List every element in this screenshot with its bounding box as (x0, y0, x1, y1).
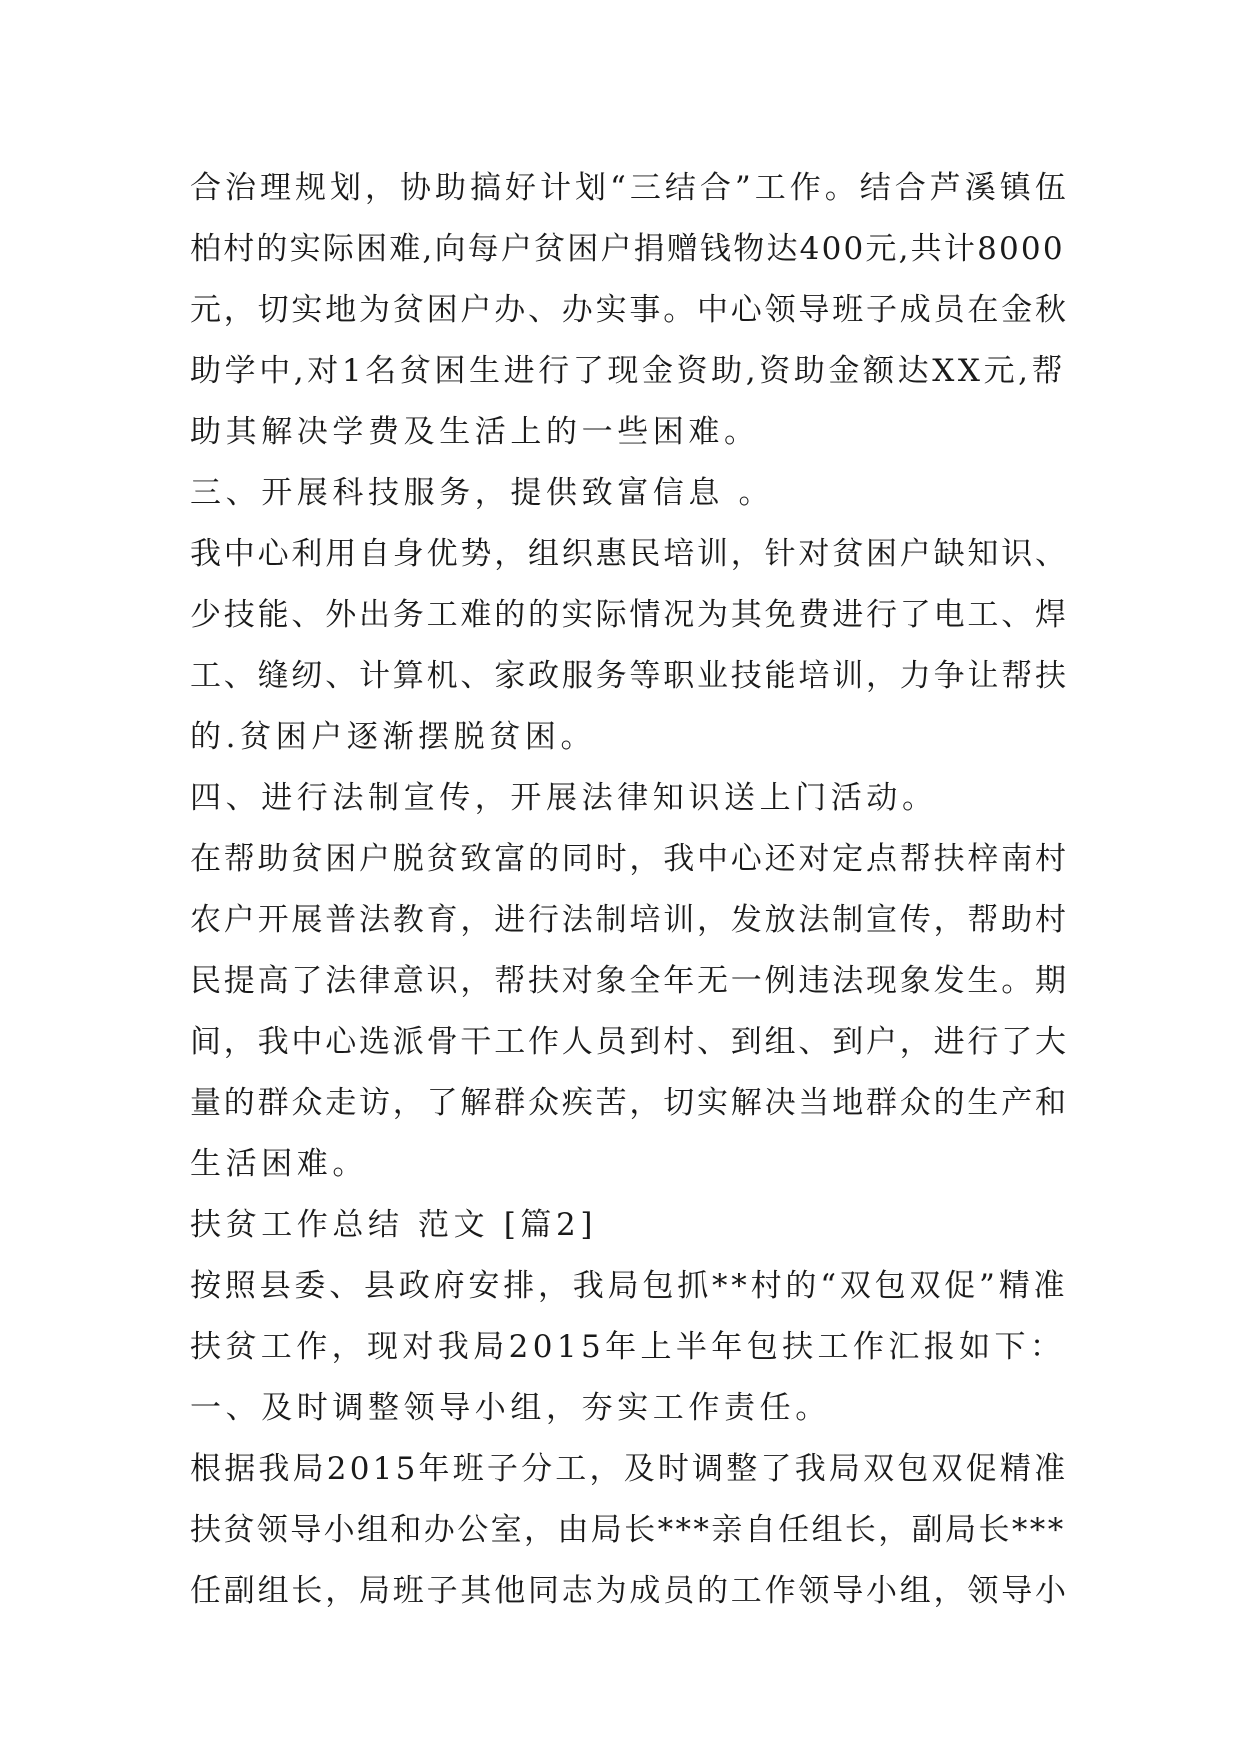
text-line: 合治理规划，协助搞好计划“三结合”工作。结合芦溪镇伍 (190, 170, 1070, 206)
text-line: 少技能、外出务工难的的实际情况为其免费进行了电工、焊 (190, 597, 1069, 633)
text-line: 的.贫困户逐渐摆脱贫困。 (190, 719, 597, 755)
text-line: 量的群众走访，了解群众疾苦，切实解决当地群众的生产和 (190, 1085, 1069, 1121)
text-line: 任副组长，局班子其他同志为成员的工作领导小组，领导小 (190, 1573, 1069, 1609)
text-line: 在帮助贫困户脱贫致富的同时，我中心还对定点帮扶梓南村 (190, 841, 1069, 877)
document-body (190, 158, 1070, 1622)
article-title: 扶贫工作总结 范文 [篇2] (190, 1207, 598, 1243)
text-line: 工、缝纫、计算机、家政服务等职业技能培训，力争让帮扶 (190, 658, 1069, 694)
text-line: 根据我局2015年班子分工，及时调整了我局双包双促精准 (190, 1451, 1069, 1487)
text-line: 扶贫领导小组和办公室，由局长***亲自任组长，副局长*** (190, 1512, 1066, 1548)
text-line: 助其解决学费及生活上的一些困难。 (190, 414, 760, 450)
section-heading: 一、及时调整领导小组，夯实工作责任。 (190, 1390, 831, 1426)
text-line: 我中心利用自身优势，组织惠民培训，针对贫困户缺知识、 (190, 536, 1069, 572)
text-line: 民提高了法律意识，帮扶对象全年无一例违法现象发生。期 (190, 963, 1069, 999)
text-line: 助学中,对1名贫困生进行了现金资助,资助金额达XX元,帮 (190, 353, 1067, 389)
text-line: 扶贫工作，现对我局2015年上半年包扶工作汇报如下： (190, 1329, 1066, 1365)
text-line: 元，切实地为贫困户办、办实事。中心领导班子成员在金秋 (190, 292, 1069, 328)
text-line: 按照县委、县政府安排，我局包抓**村的“双包双促”精准 (190, 1268, 1069, 1304)
text-line: 农户开展普法教育，进行法制培训，发放法制宣传，帮助村 (190, 902, 1069, 938)
section-heading: 四、进行法制宣传，开展法律知识送上门活动。 (190, 780, 938, 816)
text-line: 柏村的实际困难,向每户贫困户捐赠钱物达400元,共计8000 (190, 231, 1065, 267)
text-line: 间，我中心选派骨干工作人员到村、到组、到户，进行了大 (190, 1024, 1069, 1060)
section-heading: 三、开展科技服务，提供致富信息 。 (190, 475, 775, 511)
text-line: 生活困难。 (190, 1146, 368, 1182)
